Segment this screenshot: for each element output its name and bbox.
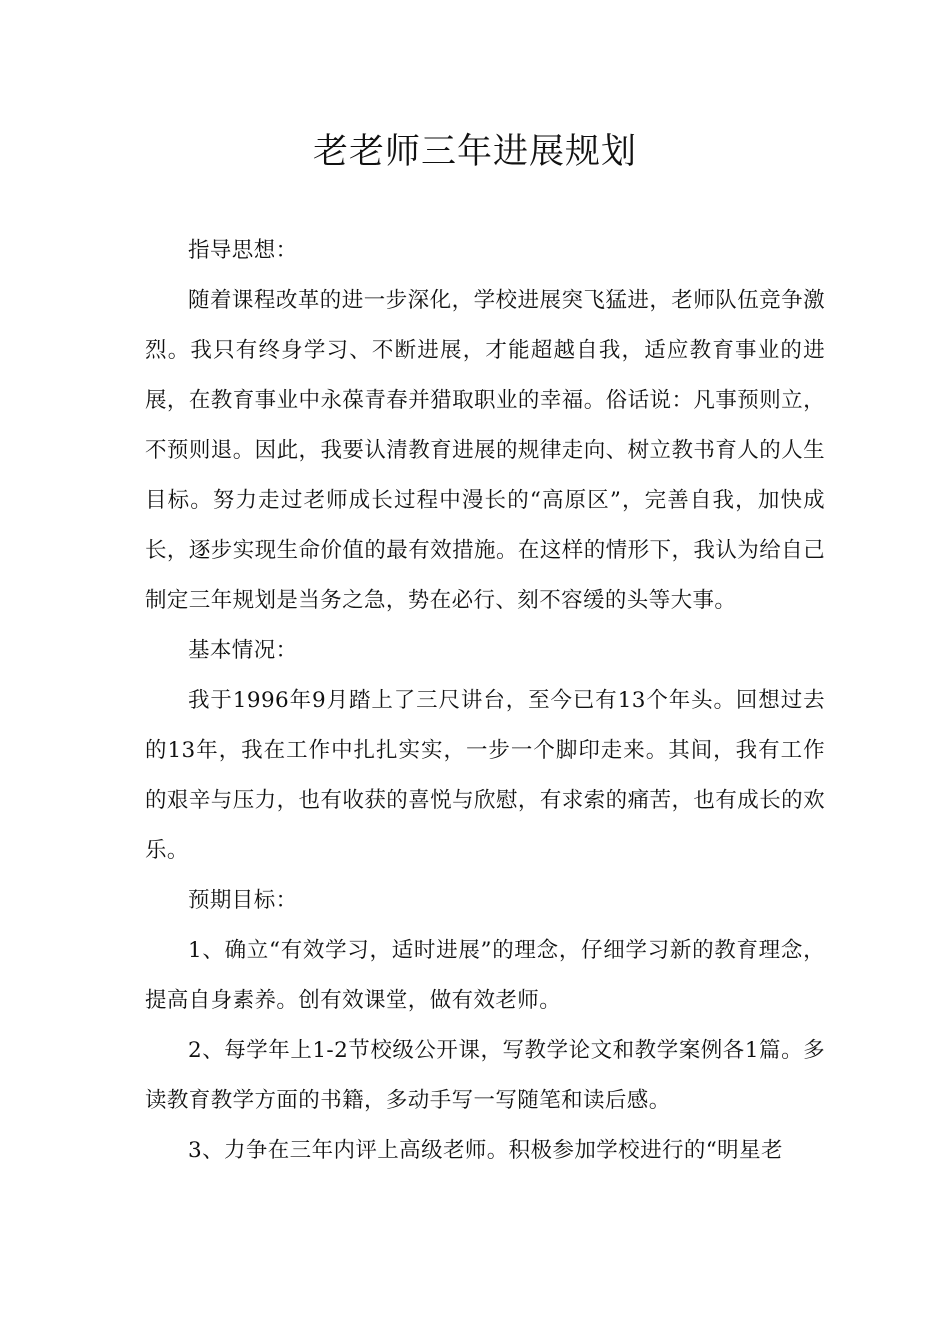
paragraph-basic-situation: 我于1996年9月踏上了三尺讲台，至今已有13个年头。回想过去的13年，我在工作中扎扎实实，一步一个脚印走来。其间，我有工作的艰辛与压力，也有收获的喜悦与欣慰，有求索的痛苦，也有成长的欢乐。 <box>145 688 825 863</box>
paragraph-guiding-thought: 随着课程改革的进一步深化，学校进展突飞猛进，老师队伍竞争激烈。我只有终身学习、不断进展，才能超越自我，适应教育事业的进展，在教育事业中永葆青春并猎取职业的幸福。俗话说：凡事预则立，不预则退。因此，我要认清教育进展的规律走向、树立教书育人的人生目标。努力走过老师成长过程中漫长的“高原区”，完善自我，加快成长，逐步实现生命价值的最有效措施。在这样的情形下，我认为给自己制定三年规划是当务之急，势在必行、刻不容缓的头等大事。 <box>145 288 825 613</box>
section-heading-basic-situation: 基本情况： <box>188 638 298 663</box>
goal-item-1: 1、确立“有效学习，适时进展”的理念，仔细学习新的教育理念，提高自身素养。创有效课堂，做有效老师。 <box>145 938 825 1013</box>
document-body <box>145 226 825 1176</box>
section-heading-guiding-thought: 指导思想： <box>188 238 298 263</box>
goal-item-2: 2、每学年上1-2节校级公开课，写教学论文和教学案例各1篇。多读教育教学方面的书籍，多动手写一写随笔和读后感。 <box>145 1038 825 1113</box>
goal-item-3: 3、力争在三年内评上高级老师。积极参加学校进行的“明星老 <box>188 1138 783 1163</box>
section-heading-expected-goals: 预期目标： <box>188 888 298 913</box>
document-title: 老老师三年进展规划 <box>312 132 637 172</box>
